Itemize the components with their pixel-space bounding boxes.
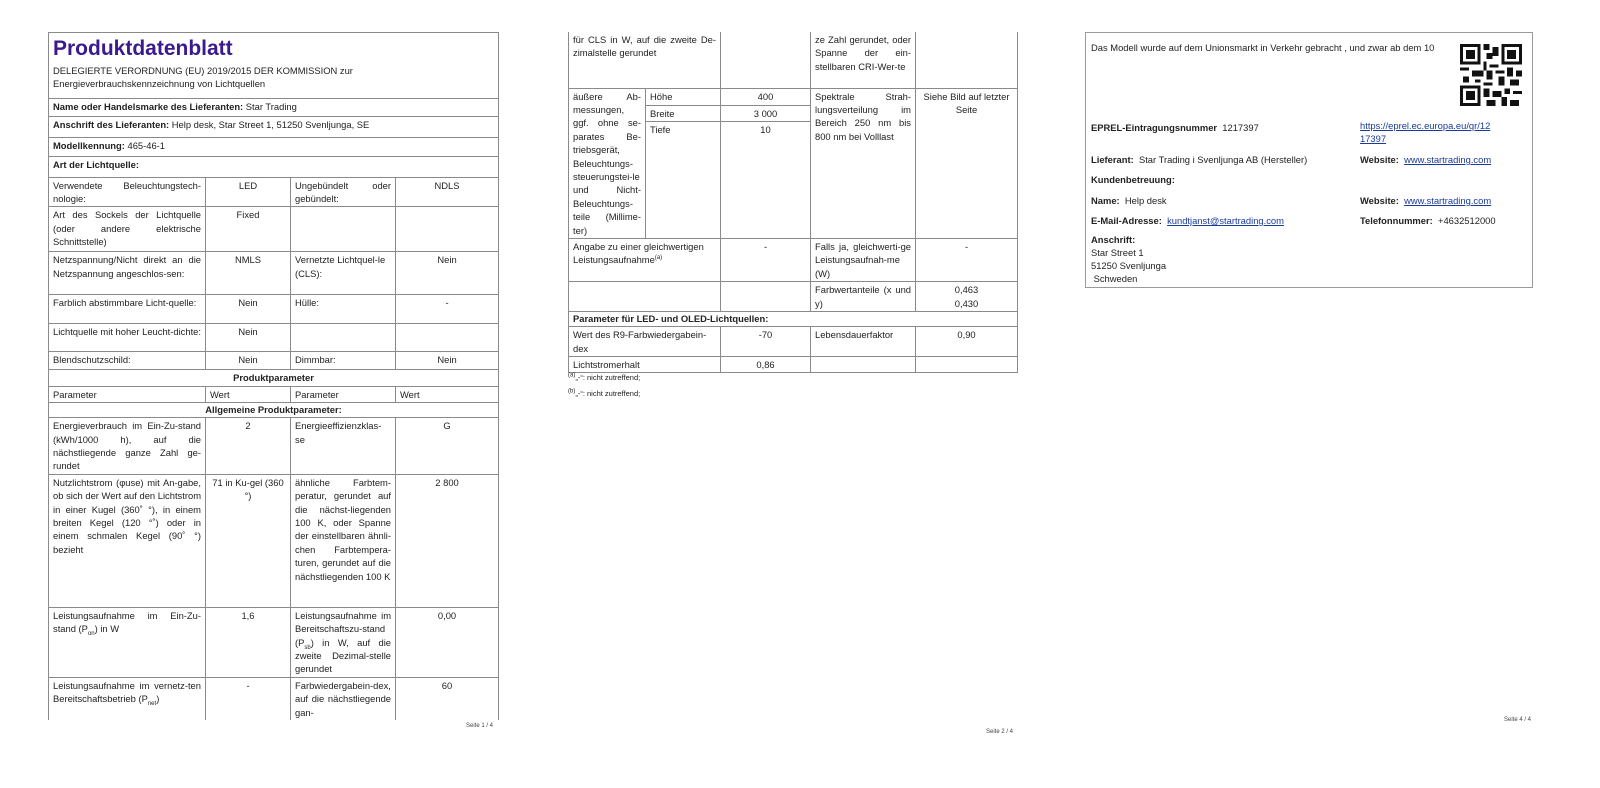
cell: [721, 282, 811, 312]
cell: Lebensdauerfaktor: [811, 327, 916, 357]
cell: 0,90: [916, 327, 1018, 357]
cell: NDLS: [396, 177, 499, 207]
text: (a): [568, 372, 576, 379]
cell: -: [206, 677, 291, 720]
cell: Netzspannung/Nicht direkt an die Netzspannung angeschlos-sen:: [49, 252, 206, 295]
cell: [49, 607, 206, 677]
table-row: [569, 327, 1018, 357]
cell: Art des Sockels der Lichtquelle (oder andere elektrische Schnittstelle): [49, 207, 206, 252]
cell: -: [396, 295, 499, 324]
supplier-value: Star Trading: [245, 100, 297, 112]
support-heading: Kundenbetreuung:: [1091, 174, 1175, 185]
text: sb: [304, 644, 311, 651]
cell: 0,00: [396, 607, 499, 677]
cell: Verwendete Beleuchtungstech-nologie:: [49, 177, 206, 207]
text: net: [147, 701, 157, 708]
text: Leistungsaufnahme im Bereitschaftszu-stand (P: [295, 609, 391, 648]
text: Leistungsaufnahme im Ein-Zu-stand (P: [53, 609, 201, 635]
cell: NMLS: [206, 252, 291, 295]
cell: für CLS in W, auf die zweite De-zimalstelle gerundet: [569, 32, 721, 88]
cell: [811, 357, 916, 373]
table-row: [569, 32, 1018, 88]
cell: Spektrale Strah-lungsverteilung im Bereich 250 nm bis 800 nm bei Volllast: [811, 88, 916, 238]
cell: [49, 677, 206, 720]
market-text: Das Modell wurde auf dem Unionsmarkt in Verkehr gebracht , und zwar ab dem 10: [1091, 42, 1435, 53]
text: ) in W: [94, 623, 120, 635]
table-row: [49, 607, 499, 677]
qr-code-icon: [1460, 42, 1522, 108]
cell: Breite: [646, 105, 721, 122]
cell: 71 in Ku-gel (360 °): [206, 474, 291, 607]
general-params-heading: Allgemeine Produktparameter:: [49, 403, 499, 418]
table-row: [49, 352, 499, 370]
table-row: [569, 88, 1018, 105]
text: (b): [568, 388, 576, 395]
cell: [291, 607, 396, 677]
eprel-value: 1217397: [1222, 122, 1259, 133]
text: Angabe zu einer gleichwertigen Leistungsaufnahme: [573, 240, 704, 266]
name-value: Help desk: [1124, 195, 1167, 206]
cell: 3 000: [721, 105, 811, 122]
column-headers: [49, 386, 499, 402]
phone-label: Telefonnummer:: [1360, 215, 1433, 226]
led-params-heading: Parameter für LED- und OLED-Lichtquellen:: [569, 312, 1018, 327]
chroma-x: 0,463: [954, 284, 979, 296]
datasheet-table-1: [48, 32, 499, 720]
cell: 1,6: [206, 607, 291, 677]
website2-label: Website:: [1360, 195, 1399, 206]
text: ): [156, 693, 160, 705]
cell: Farbwertanteile (x und y): [811, 282, 916, 312]
cell: Hülle:: [291, 295, 396, 324]
cell: [916, 282, 1018, 312]
cell: [721, 32, 811, 88]
supplier-label: Name oder Handelsmarke des Lieferanten:: [53, 100, 244, 112]
table-row: [569, 238, 1018, 281]
supplier-value: Star Trading i Svenljunga AB (Hersteller): [1138, 154, 1308, 165]
text: Leistungsaufnahme im vernetz-ten Bereitschaftsbetrieb (P: [53, 679, 201, 705]
cell: Tiefe: [646, 122, 721, 239]
page-number-1: Seite 1 / 4: [466, 723, 494, 729]
cell: [396, 324, 499, 352]
cell: Dimmbar:: [291, 352, 396, 370]
cell: [396, 207, 499, 252]
text: ) in W, auf die zweite Dezimal-stelle gerundet: [295, 636, 391, 675]
cell: Energieeffizienzklas-se: [291, 418, 396, 475]
column-header: Wert: [206, 386, 291, 402]
footnote-b: [568, 386, 640, 401]
cell: 10: [721, 122, 811, 239]
text: (a): [654, 255, 663, 262]
cell: Nein: [206, 295, 291, 324]
cell: Fixed: [206, 207, 291, 252]
cell: Lichtquelle mit hoher Leucht-dichte:: [49, 324, 206, 352]
cell: -70: [721, 327, 811, 357]
footnote-a: [568, 370, 640, 385]
text: „-“: nicht zutreffend;: [575, 373, 641, 382]
cell: Energieverbrauch im Ein-Zu-stand (kWh/1000 h), auf die nächstliegende ganze Zahl ge-rundet: [49, 418, 206, 475]
cell: 400: [721, 88, 811, 105]
cell: Falls ja, gleichwerti-ge Leistungsaufnah-me (W): [811, 238, 916, 281]
table-row: [49, 177, 499, 207]
cell: G: [396, 418, 499, 475]
cell: Nein: [396, 252, 499, 295]
cell: [916, 32, 1018, 88]
cell: -: [916, 238, 1018, 281]
regulation-text: DELEGIERTE VERORDNUNG (EU) 2019/2015 DER KOMMISSION zur Energieverbrauchskennzeichnung von Lichtquellen: [49, 63, 499, 98]
table-row: [569, 282, 1018, 312]
address-value: Help desk, Star Street 1, 51250 Svenljunga, SE: [171, 118, 370, 130]
cell: Nein: [206, 352, 291, 370]
cell: [291, 324, 396, 352]
cell: Nutzlichtstrom (φuse) mit An-gabe, ob sich der Wert auf den Lichtstrom in einer Kugel (360˚ °), in einem breiten Kegel (120 °˚) oder in einem schmalen Kegel (90˚ °) bezieht: [49, 474, 206, 607]
email-link[interactable]: kundtjanst@startrading.com: [1167, 215, 1284, 226]
address-line: Star Street 1: [1091, 247, 1144, 258]
column-header: Parameter: [49, 386, 206, 402]
type-heading: Art der Lichtquelle:: [49, 156, 499, 177]
cell: 60: [396, 677, 499, 720]
text: 17397: [1360, 133, 1387, 144]
model-label: Modellkennung:: [53, 139, 125, 151]
cell: 0,86: [721, 357, 811, 373]
address-line: Schweden: [1091, 273, 1138, 284]
product-params-heading: Produktparameter: [49, 370, 499, 386]
cell: -: [721, 238, 811, 281]
website2-link[interactable]: www.startrading.com: [1404, 195, 1492, 206]
cell: Nein: [206, 324, 291, 352]
datasheet-table-2: [568, 32, 1018, 373]
table-row: [49, 677, 499, 720]
supplier-label: Lieferant:: [1091, 154, 1134, 165]
address-heading: Anschrift:: [1091, 234, 1136, 245]
cell: LED: [206, 177, 291, 207]
table-row: [49, 474, 499, 607]
page-number-4: Seite 4 / 4: [1504, 717, 1532, 723]
cell: Blendschutzschild:: [49, 352, 206, 370]
cell: Vernetzte Lichtquel-le (CLS):: [291, 252, 396, 295]
cell: Farbwiedergabein-dex, auf die nächstliegende gan-: [291, 677, 396, 720]
table-row: [49, 295, 499, 324]
page-2: [568, 32, 1018, 373]
cell: Wert des R9-Farbwiedergabein-dex: [569, 327, 721, 357]
page-number-2: Seite 2 / 4: [986, 729, 1014, 735]
address-line: 51250 Svenljunga: [1091, 260, 1167, 271]
cell: [569, 238, 721, 281]
phone-value: +4632512000: [1437, 215, 1496, 226]
cell: Höhe: [646, 88, 721, 105]
chroma-y: 0,430: [954, 297, 979, 309]
cell: Nein: [396, 352, 499, 370]
table-row: [49, 207, 499, 252]
page-title: Produktdatenblatt: [53, 37, 233, 60]
website-link[interactable]: www.startrading.com: [1404, 154, 1492, 165]
model-value: 465-46-1: [127, 139, 166, 151]
website-label: Website:: [1360, 154, 1399, 165]
column-header: Parameter: [291, 386, 396, 402]
text: „-“: nicht zutreffend;: [575, 389, 641, 398]
table-row: [49, 418, 499, 475]
email-label: E-Mail-Adresse:: [1091, 215, 1162, 226]
cell: [291, 207, 396, 252]
cell: Farblich abstimmbare Licht-quelle:: [49, 295, 206, 324]
table-row: [49, 324, 499, 352]
column-header: Wert: [396, 386, 499, 402]
cell: Siehe Bild auf letzter Seite: [916, 88, 1018, 238]
cell: [916, 357, 1018, 373]
cell: 2 800: [396, 474, 499, 607]
table-row: [49, 252, 499, 295]
cell: 2: [206, 418, 291, 475]
cell: äußere Ab-messungen, ggf. ohne se-parates Be-triebsgerät, Beleuchtungs-steuerungstei-le und Nicht-Beleuchtungs-teile (Millime-ter): [569, 88, 646, 238]
cell: Ungebündelt oder gebündelt:: [291, 177, 396, 207]
cell: ähnliche Farbtem-peratur, gerundet auf die nächst-liegenden 100 K, oder Spanne der einstellbaren ähnli-chen Farbtempera-turen, gerundet auf die nächstliegenden 100 K: [291, 474, 396, 607]
page-1: [48, 32, 499, 720]
cell: [569, 282, 721, 312]
cell: ze Zahl gerundet, oder Spanne der ein-stellbaren CRI-Wer-te: [811, 32, 916, 88]
cell: Lichtstromerhalt: [569, 357, 721, 373]
eprel-link[interactable]: [1360, 120, 1490, 144]
eprel-label: EPREL-Eintragungsnummer: [1091, 122, 1218, 133]
text: on: [87, 631, 95, 638]
text: https://eprel.ec.europa.eu/qr/12: [1360, 120, 1491, 131]
name-label: Name:: [1091, 195, 1120, 206]
address-label: Anschrift des Lieferanten:: [53, 118, 170, 130]
